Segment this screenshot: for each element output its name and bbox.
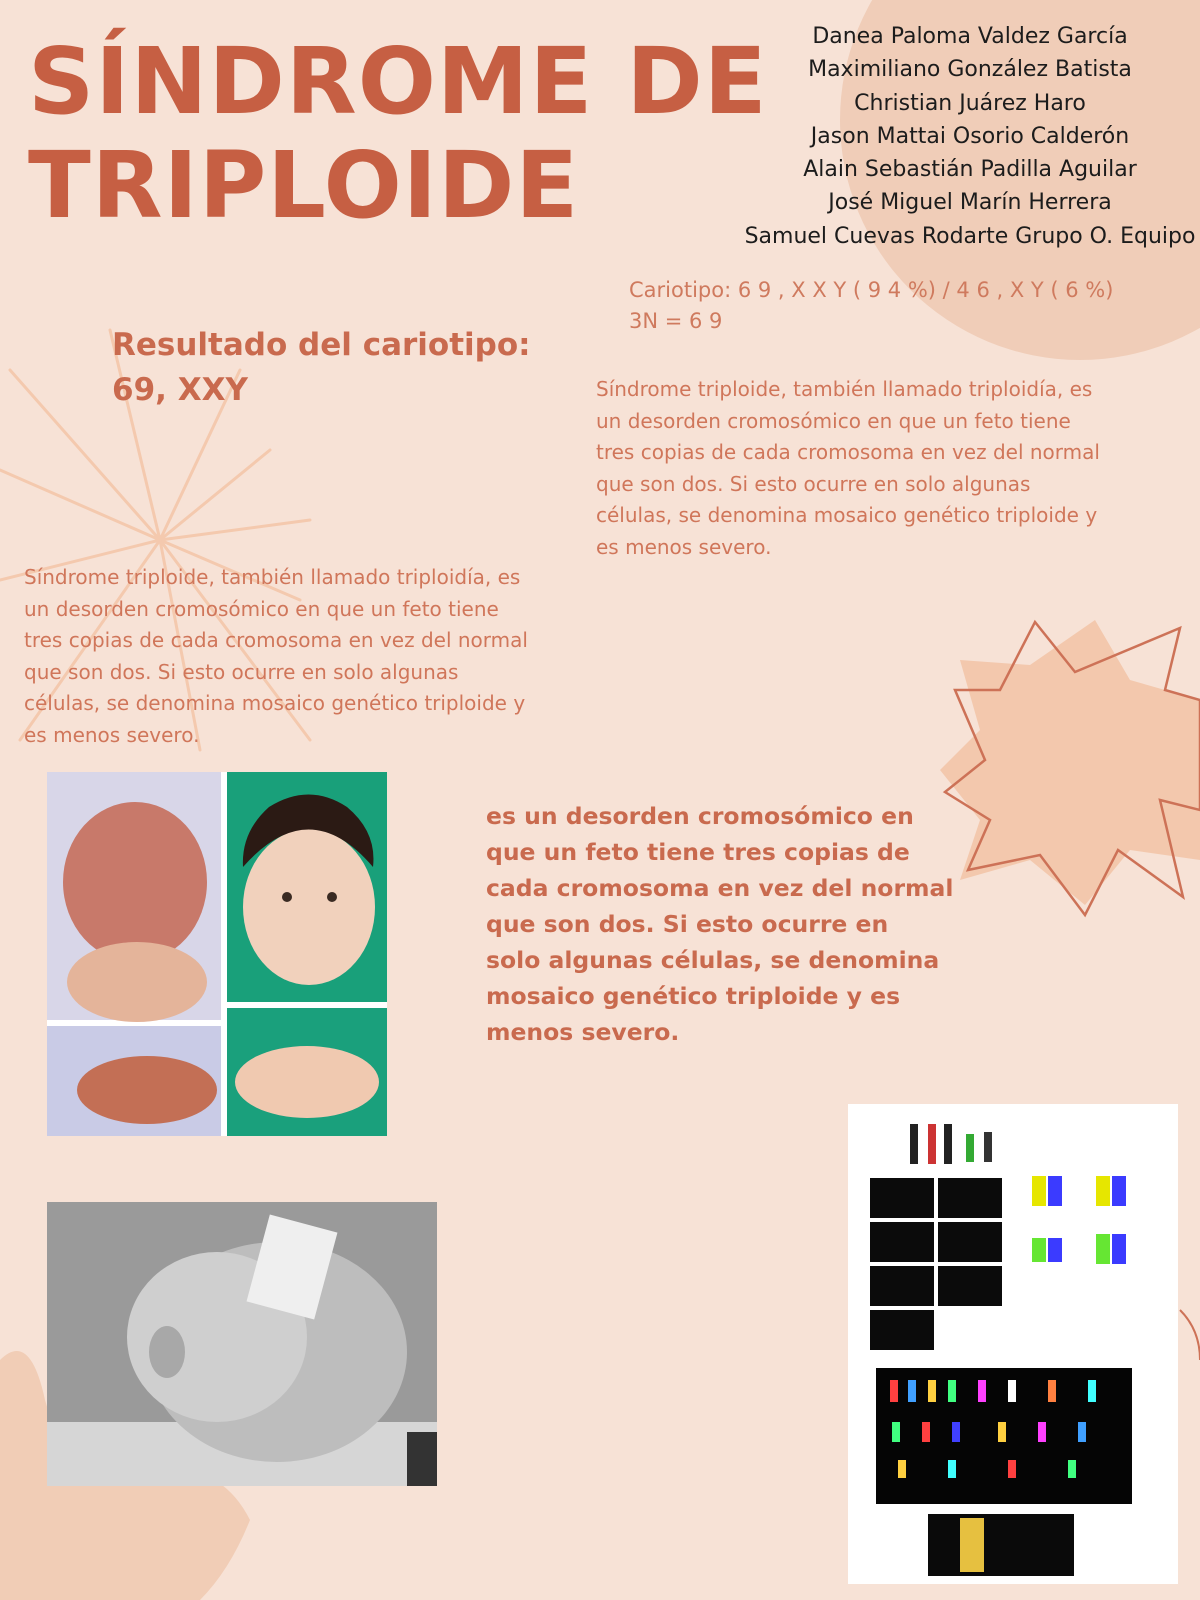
highlight-paragraph <box>486 798 953 1050</box>
author-name: Christian Juárez Haro <box>854 90 1086 116</box>
karyotype-formula <box>629 275 1113 337</box>
paragraph-line: células, se denomina mosaico genético triploide y <box>24 691 526 715</box>
paragraph-line: un desorden cromosómico en que un feto tiene <box>24 596 499 621</box>
poster-title <box>28 30 768 238</box>
highlight-line: es un desorden cromosómico en <box>486 802 914 830</box>
paragraph-line: un desorden cromosómico en que un feto tiene <box>596 408 1071 433</box>
highlight-line: mosaico genético triploide y es <box>486 982 901 1010</box>
color-legend-panel <box>928 1514 1074 1576</box>
right-edge-arc-shape <box>1180 1310 1200 1360</box>
highlight-line: que un feto tiene tres copias de <box>486 838 910 866</box>
author-name: Alain Sebastián Padilla Aguilar <box>803 157 1137 183</box>
highlight-line: cada cromosoma en vez del normal <box>486 874 954 902</box>
title-line-1: SÍNDROME DE <box>28 28 768 135</box>
karyotype-line-1: Cariotipo: 6 9 , X X Y ( 9 4 %) / 4 6 , X Y ( 6 %) <box>629 278 1114 302</box>
description-paragraph-left <box>24 562 528 751</box>
infant-bw-photo <box>47 1202 437 1486</box>
paragraph-line: tres copias de cada cromosoma en vez del normal <box>596 440 1100 464</box>
infant-photo-collage <box>47 772 387 1136</box>
author-name: Samuel Cuevas Rodarte Grupo O. Equipo <box>744 223 1196 249</box>
paragraph-line: células, se denomina mosaico genético triploide y <box>596 503 1098 527</box>
karyotype-result-heading <box>112 323 531 413</box>
karyotype-figure <box>848 1104 1178 1584</box>
paragraph-line: que son dos. Si esto ocurre en solo algunas <box>24 659 459 684</box>
description-paragraph-right <box>596 374 1100 563</box>
author-name: Danea Paloma Valdez García <box>812 24 1128 49</box>
paragraph-line: que son dos. Si esto ocurre en solo algunas <box>596 471 1031 496</box>
author-name: Jason Mattai Osorio Calderón <box>810 123 1130 149</box>
result-line-2: 69, XXY <box>112 372 248 408</box>
paragraph-line: Síndrome triploide, también llamado triploidía, es <box>596 377 1093 401</box>
highlight-line: menos severo. <box>486 1018 680 1046</box>
author-name: José Miguel Marín Herrera <box>828 190 1112 216</box>
result-line-1: Resultado del cariotipo: <box>112 327 531 363</box>
paragraph-line: tres copias de cada cromosoma en vez del normal <box>24 628 528 652</box>
author-list <box>700 20 1200 253</box>
title-line-2: TRIPLOIDE <box>28 132 580 239</box>
paragraph-line: Síndrome triploide, también llamado triploidía, es <box>24 565 521 589</box>
author-name: Maximiliano González Batista <box>808 57 1132 83</box>
highlight-line: que son dos. Si esto ocurre en <box>486 910 889 938</box>
karyotype-line-2: 3N = 6 9 <box>629 309 723 333</box>
paragraph-line: es menos severo. <box>596 534 772 559</box>
star-fill-shape <box>940 620 1200 905</box>
highlight-line: solo algunas células, se denomina <box>486 946 940 974</box>
paragraph-line: es menos severo. <box>24 722 200 747</box>
